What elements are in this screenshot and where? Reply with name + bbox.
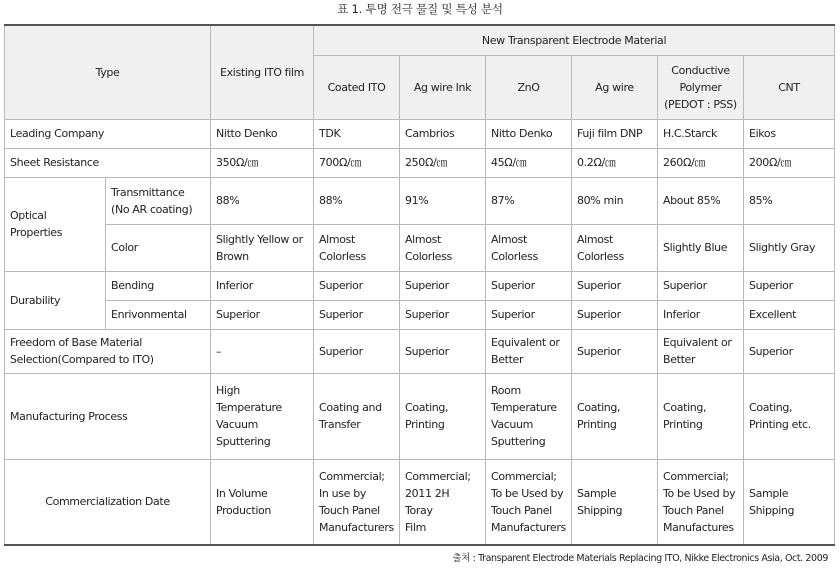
row-label: Freedom of Base Material Selection(Compared to ITO) (5, 329, 211, 373)
table-row (5, 459, 835, 545)
row-label: Optical Properties (5, 177, 106, 271)
table-cell: Superior (486, 271, 572, 300)
table-cell: Room Temperature Vacuum Sputtering (486, 373, 572, 459)
header-col: CNT (744, 55, 835, 119)
table-cell: 88% (314, 177, 400, 224)
table-cell: Superior (211, 300, 314, 329)
header-col: ZnO (486, 55, 572, 119)
table-cell: High Temperature Vacuum Sputtering (211, 373, 314, 459)
table-cell: Almost Colorless (400, 224, 486, 271)
header-new-materials: New Transparent Electrode Material (314, 25, 835, 55)
source-note: 출처 : Transparent Electrode Materials Replacing ITO, Nikke Electronics Asia, Oct. 2009 (452, 553, 828, 564)
table-cell: 350Ω/㎝ (211, 148, 314, 177)
table-cell: Nitto Denko (486, 119, 572, 148)
table-cell: Superior (400, 300, 486, 329)
table-cell: Superior (314, 300, 400, 329)
table-cell: Coating, Printing etc. (744, 373, 835, 459)
table-cell: TDK (314, 119, 400, 148)
table-cell: Commercial; To be Used by Touch Panel Manufactures (658, 459, 744, 545)
table-cell: Excellent (744, 300, 835, 329)
table-cell: 200Ω/㎝ (744, 148, 835, 177)
sub-row-label: Transmittance (No AR coating) (106, 177, 211, 224)
table-cell: Superior (658, 271, 744, 300)
table-cell: Cambrios (400, 119, 486, 148)
table-cell: Nitto Denko (211, 119, 314, 148)
table-cell: Sample Shipping (744, 459, 835, 545)
sub-row-label: Color (106, 224, 211, 271)
table-cell: Inferior (211, 271, 314, 300)
table-cell: 87% (486, 177, 572, 224)
table-cell: Superior (572, 300, 658, 329)
table-row (5, 177, 835, 224)
table-cell: Superior (744, 329, 835, 373)
table-caption: 표 1. 투명 전극 물질 및 특성 분석 (337, 2, 503, 16)
table-cell: Coating, Printing (400, 373, 486, 459)
table-cell: Superior (744, 271, 835, 300)
header-type: Type (5, 25, 211, 119)
table-row (5, 300, 835, 329)
table-row (5, 148, 835, 177)
table-cell: Almost Colorless (572, 224, 658, 271)
table-cell: – (211, 329, 314, 373)
table-row (5, 373, 835, 459)
table-cell: In Volume Production (211, 459, 314, 545)
table-cell: 250Ω/㎝ (400, 148, 486, 177)
table-cell: Sample Shipping (572, 459, 658, 545)
table-cell: Slightly Blue (658, 224, 744, 271)
table-cell: Superior (314, 271, 400, 300)
table-row (5, 224, 835, 271)
table-cell: 260Ω/㎝ (658, 148, 744, 177)
header-col: Conductive Polymer (PEDOT : PSS) (658, 55, 744, 119)
table-cell: 45Ω/㎝ (486, 148, 572, 177)
table-cell: Almost Colorless (486, 224, 572, 271)
table-cell: Equivalent or Better (658, 329, 744, 373)
sub-row-label: Enrivonmental (106, 300, 211, 329)
table-row (5, 271, 835, 300)
table-row (5, 329, 835, 373)
table-cell: Slightly Gray (744, 224, 835, 271)
table-row (5, 119, 835, 148)
header-existing-ito: Existing ITO film (211, 25, 314, 119)
table-cell: 91% (400, 177, 486, 224)
table-cell: About 85% (658, 177, 744, 224)
table-cell: Superior (486, 300, 572, 329)
table-cell: Inferior (658, 300, 744, 329)
table-cell: 700Ω/㎝ (314, 148, 400, 177)
table-cell: Commercial; To be Used by Touch Panel Manufacturers (486, 459, 572, 545)
table-cell: 88% (211, 177, 314, 224)
table-cell: Superior (572, 329, 658, 373)
row-label: Sheet Resistance (5, 148, 211, 177)
table-cell: Coating and Transfer (314, 373, 400, 459)
table-cell: Fuji film DNP (572, 119, 658, 148)
table-cell: Eikos (744, 119, 835, 148)
header-col: Ag wire (572, 55, 658, 119)
table-cell: 80% min (572, 177, 658, 224)
table-cell: Commercial; In use by Touch Panel Manufacturers (314, 459, 400, 545)
row-label: Commercialization Date (5, 459, 211, 545)
table-cell: Commercial; 2011 2H Toray Film (400, 459, 486, 545)
table-cell: 85% (744, 177, 835, 224)
row-label: Leading Company (5, 119, 211, 148)
table-cell: Superior (314, 329, 400, 373)
table-cell: Superior (572, 271, 658, 300)
row-label: Durability (5, 271, 106, 329)
table-cell: Coating, Printing (572, 373, 658, 459)
materials-table (4, 24, 835, 546)
table-cell: Slightly Yellow or Brown (211, 224, 314, 271)
table-cell: H.C.Starck (658, 119, 744, 148)
table-cell: Almost Colorless (314, 224, 400, 271)
sub-row-label: Bending (106, 271, 211, 300)
header-col: Ag wire Ink (400, 55, 486, 119)
table-cell: 0.2Ω/㎝ (572, 148, 658, 177)
header-col: Coated ITO (314, 55, 400, 119)
row-label: Manufacturing Process (5, 373, 211, 459)
table-cell: Superior (400, 329, 486, 373)
table-cell: Coating, Printing (658, 373, 744, 459)
table-cell: Equivalent or Better (486, 329, 572, 373)
table-cell: Superior (400, 271, 486, 300)
